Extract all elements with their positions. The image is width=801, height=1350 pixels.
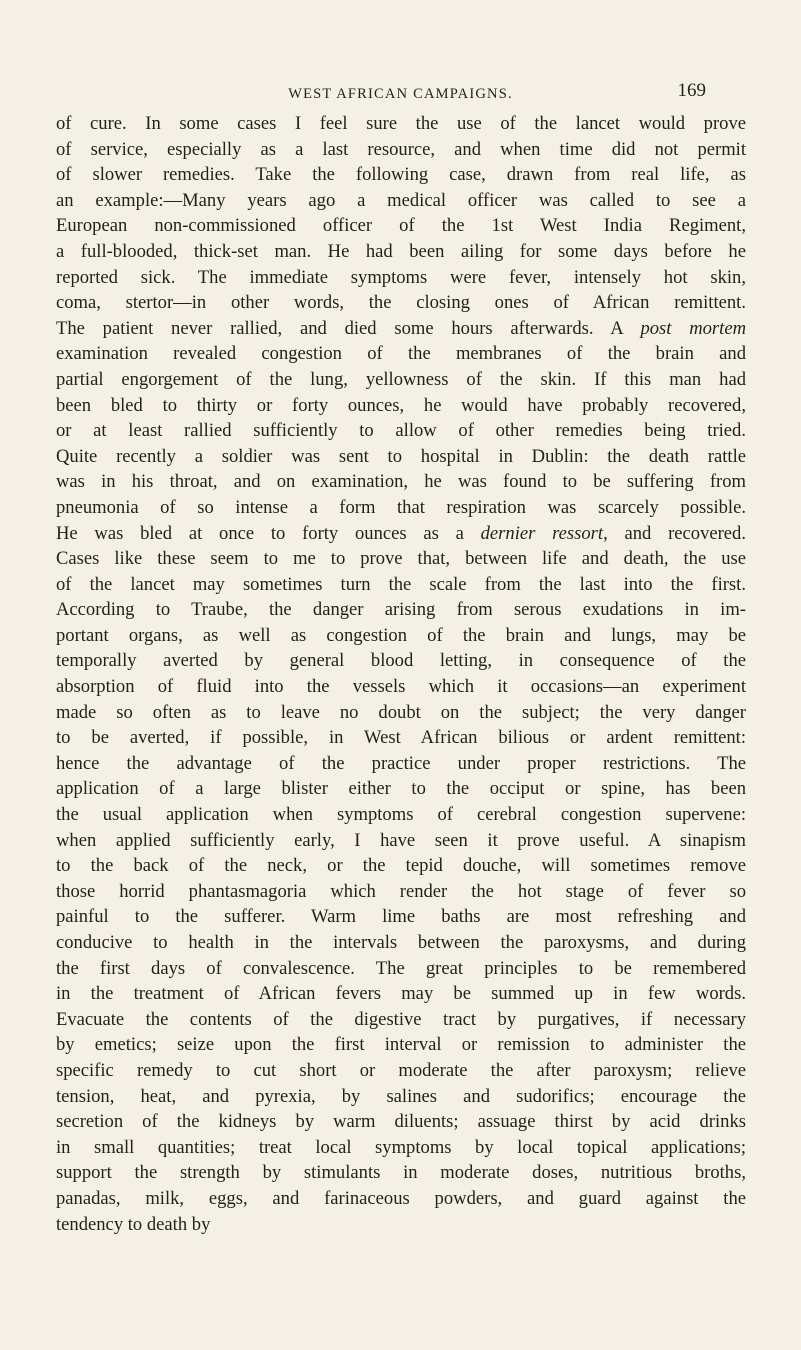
text-line: European non-commissioned officer of the 1st West India Regiment,: [56, 215, 746, 237]
text-line: The patient never rallied, and died some hours afterwards. A post mortem: [56, 317, 746, 339]
text-line: hence the advantage of the practice under proper restrictions. The: [56, 752, 746, 774]
text-line: to the back of the neck, or the tepid douche, will sometimes remove: [56, 855, 746, 877]
text-line: Quite recently a soldier was sent to hospital in Dublin: the death rattle: [56, 445, 746, 467]
text-line: secretion of the kidneys by warm diluents; assuage thirst by acid drinks: [56, 1111, 746, 1133]
text-line: was in his throat, and on examination, he was found to be suffering from: [56, 471, 746, 493]
text-line: examination revealed congestion of the membranes of the brain and: [56, 343, 746, 365]
text-line: pneumonia of so intense a form that respiration was scarcely possible.: [56, 496, 746, 518]
text-line: by emetics; seize upon the first interval or remission to administer the: [56, 1034, 746, 1056]
text-line: of cure. In some cases I feel sure the use of the lancet would prove: [56, 113, 746, 134]
text-line: those horrid phantasmagoria which render the hot stage of fever so: [56, 880, 746, 902]
text-line: Evacuate the contents of the digestive tract by purgatives, if necessary: [56, 1008, 746, 1030]
italic-phrase: post mortem: [640, 317, 746, 339]
italic-phrase: dernier ressort: [480, 522, 604, 544]
text-line: the usual application when symptoms of cerebral congestion supervene:: [56, 804, 746, 826]
text-line: application of a large blister either to the occiput or spine, has been: [56, 778, 746, 800]
text-line: when applied sufficiently early, I have seen it prove useful. A sinapism: [56, 829, 746, 851]
text-line: of slower remedies. Take the following case, drawn from real life, as: [56, 164, 746, 186]
text-line: of service, especially as a last resource, and when time did not permit: [56, 138, 746, 160]
text-line: absorption of fluid into the vessels which it occasions—an experiment: [56, 676, 746, 698]
text-line: coma, stertor—in other words, the closing ones of African remittent.: [56, 292, 746, 314]
text-line: portant organs, as well as congestion of the brain and lungs, may be: [56, 624, 746, 646]
text-line: support the strength by stimulants in moderate doses, nutritious broths,: [56, 1162, 746, 1184]
text-line: partial engorgement of the lung, yellowness of the skin. If this man had: [56, 368, 746, 390]
text-line: conducive to health in the intervals between the paroxysms, and during: [56, 932, 746, 953]
text-line: in small quantities; treat local symptoms by local topical applications;: [56, 1136, 746, 1158]
text-line: According to Traube, the danger arising from serous exudations in im-: [56, 599, 746, 621]
text-line: temporally averted by general blood letting, in consequence of the: [56, 650, 746, 672]
running-title: WEST AFRICAN CAMPAIGNS.: [288, 86, 513, 102]
text-line: in the treatment of African fevers may be summed up in few words.: [56, 983, 746, 1005]
page-number: 169: [677, 80, 706, 101]
text-line: He was bled at once to forty ounces as a dernier ressort, and recovered.: [56, 522, 747, 544]
text-line: of the lancet may sometimes turn the scale from the last into the first.: [56, 573, 746, 595]
text-line: a full-blooded, thick-set man. He had been ailing for some days before he: [56, 240, 746, 262]
text-line: reported sick. The immediate symptoms were fever, intensely hot skin,: [56, 266, 746, 288]
text-line: panadas, milk, eggs, and farinaceous powders, and guard against the: [56, 1187, 746, 1209]
text-line: the first days of convalescence. The great principles to be remembered: [56, 957, 746, 979]
text-line: to be averted, if possible, in West African bilious or ardent remittent:: [56, 727, 746, 749]
text-line: tendency to death by: [56, 1213, 211, 1235]
text-line: painful to the sufferer. Warm lime baths are most refreshing and: [56, 906, 746, 928]
body-text: [56, 111, 746, 1237]
text-line: been bled to thirty or forty ounces, he would have probably recovered,: [56, 394, 746, 416]
text-line: Cases like these seem to me to prove that, between life and death, the use: [56, 548, 746, 570]
text-line: made so often as to leave no doubt on the subject; the very danger: [56, 701, 746, 723]
text-line: an example:—Many years ago a medical officer was called to see a: [56, 189, 746, 211]
text-line: or at least rallied sufficiently to allow of other remedies being tried.: [56, 420, 746, 442]
text-line: specific remedy to cut short or moderate the after paroxysm; relieve: [56, 1059, 746, 1081]
text-line: tension, heat, and pyrexia, by salines and sudorifics; encourage the: [56, 1085, 746, 1107]
